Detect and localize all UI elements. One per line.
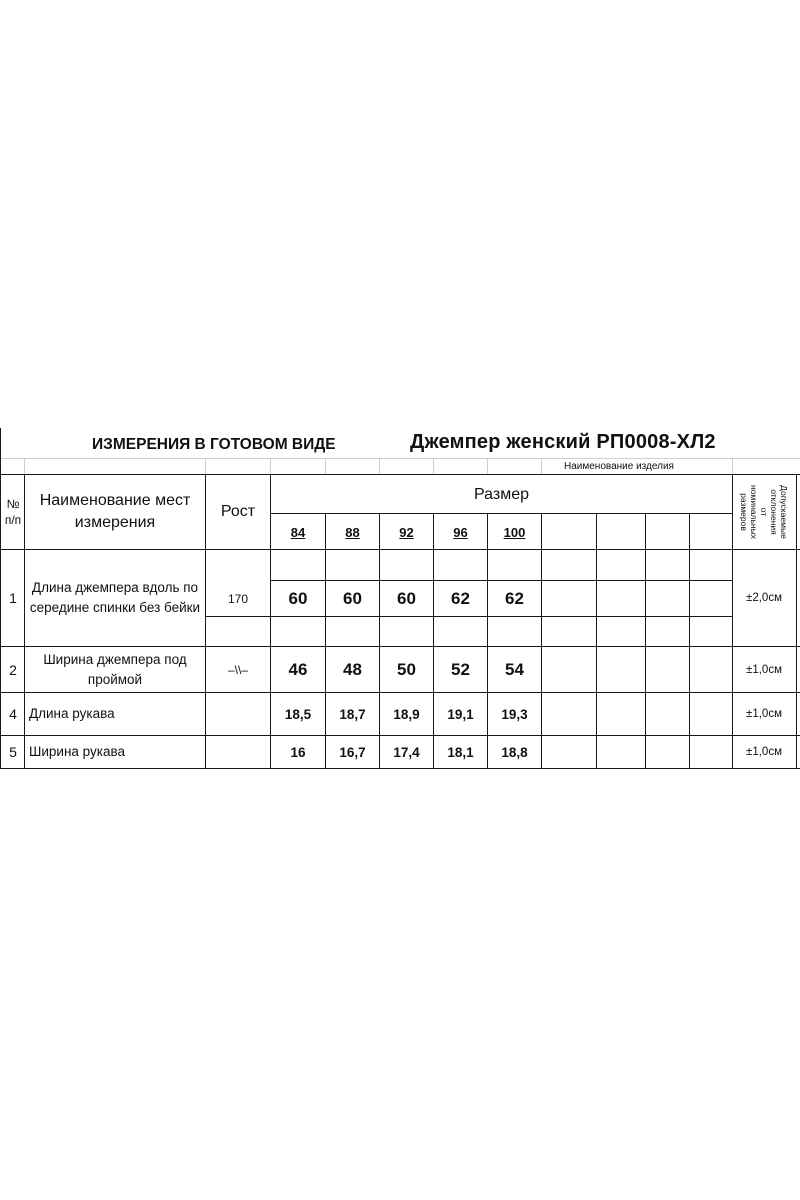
grid-line xyxy=(487,458,488,475)
size-value: 62 xyxy=(505,588,524,608)
measurement-name: Ширина джемпера под проймой xyxy=(43,651,187,687)
tolerance-value: ±1,0см xyxy=(746,708,782,720)
row-number: 5 xyxy=(9,744,17,760)
table-border xyxy=(541,513,542,769)
row-number: 4 xyxy=(9,706,17,722)
measurement-name: Ширина рукава xyxy=(29,744,126,759)
table-border xyxy=(645,513,646,769)
grid-line xyxy=(541,458,542,475)
grid-line xyxy=(732,458,733,475)
tolerance-header-text: Допускаемые отклонения от номинальных размеров xyxy=(738,485,789,539)
size-value: 60 xyxy=(343,588,362,608)
size-value: 18,5 xyxy=(284,706,312,722)
column-header-razmer: Размер xyxy=(474,486,529,503)
size-value: 18,9 xyxy=(393,706,420,722)
table-border xyxy=(689,513,690,769)
grid-line xyxy=(433,458,434,475)
product-title: Джемпер женский РП0008-ХЛ2 xyxy=(410,431,716,453)
size-header: 88 xyxy=(345,525,360,540)
size-value: 48 xyxy=(343,659,362,679)
size-header: 100 xyxy=(503,525,526,540)
tolerance-value: ±1,0см xyxy=(746,746,782,758)
column-header-no: № п/п xyxy=(4,497,22,527)
size-value: 54 xyxy=(505,659,524,679)
size-value: 18,1 xyxy=(447,744,474,760)
grid-line xyxy=(270,458,271,475)
size-value: 62 xyxy=(451,588,470,608)
rost-value: 170 xyxy=(227,591,249,606)
product-caption: Наименование изделия xyxy=(564,461,674,472)
table-border xyxy=(596,513,597,769)
size-value: 17,4 xyxy=(393,744,420,760)
tolerance-value: ±2,0см xyxy=(746,592,782,604)
size-value: 16 xyxy=(290,744,306,760)
grid-line xyxy=(325,458,326,475)
grid-line xyxy=(0,458,800,459)
table-border xyxy=(0,768,800,769)
rost-value xyxy=(206,693,270,735)
grid-line xyxy=(379,458,380,475)
tolerance-value: ±1,0см xyxy=(746,663,782,676)
size-header: 92 xyxy=(399,525,414,540)
column-header-tolerance xyxy=(733,476,795,548)
size-header: 96 xyxy=(453,525,468,540)
row-number: 2 xyxy=(9,661,17,678)
size-header: 84 xyxy=(290,525,306,540)
row-number: 1 xyxy=(9,590,17,606)
size-value: 50 xyxy=(397,659,416,679)
grid-line xyxy=(24,458,25,475)
column-header-rost: Рост xyxy=(220,503,256,520)
size-value: 16,7 xyxy=(339,744,366,760)
grid-line xyxy=(205,458,206,475)
size-value: 18,8 xyxy=(501,744,528,760)
table-border xyxy=(206,616,733,617)
column-header-name: Наименование мест измерения xyxy=(39,492,191,531)
size-value: 60 xyxy=(288,588,308,608)
size-value: 18,7 xyxy=(339,706,366,722)
rost-value xyxy=(206,736,270,768)
sheet-title: ИЗМЕРЕНИЯ В ГОТОВОМ ВИДЕ xyxy=(92,436,336,453)
rost-value: –\\– xyxy=(227,662,248,677)
measurement-name: Длина джемпера вдоль по середине спинки без бейки xyxy=(29,580,201,615)
table-border xyxy=(0,428,1,769)
measurement-name: Длина рукава xyxy=(29,706,115,721)
table-border xyxy=(796,474,797,769)
size-value: 52 xyxy=(451,659,470,679)
size-value: 19,3 xyxy=(501,706,528,722)
size-value: 60 xyxy=(397,588,416,608)
size-value: 19,1 xyxy=(447,706,474,722)
table-border xyxy=(271,513,733,514)
measurement-sheet xyxy=(0,428,800,773)
size-value: 46 xyxy=(288,659,308,679)
